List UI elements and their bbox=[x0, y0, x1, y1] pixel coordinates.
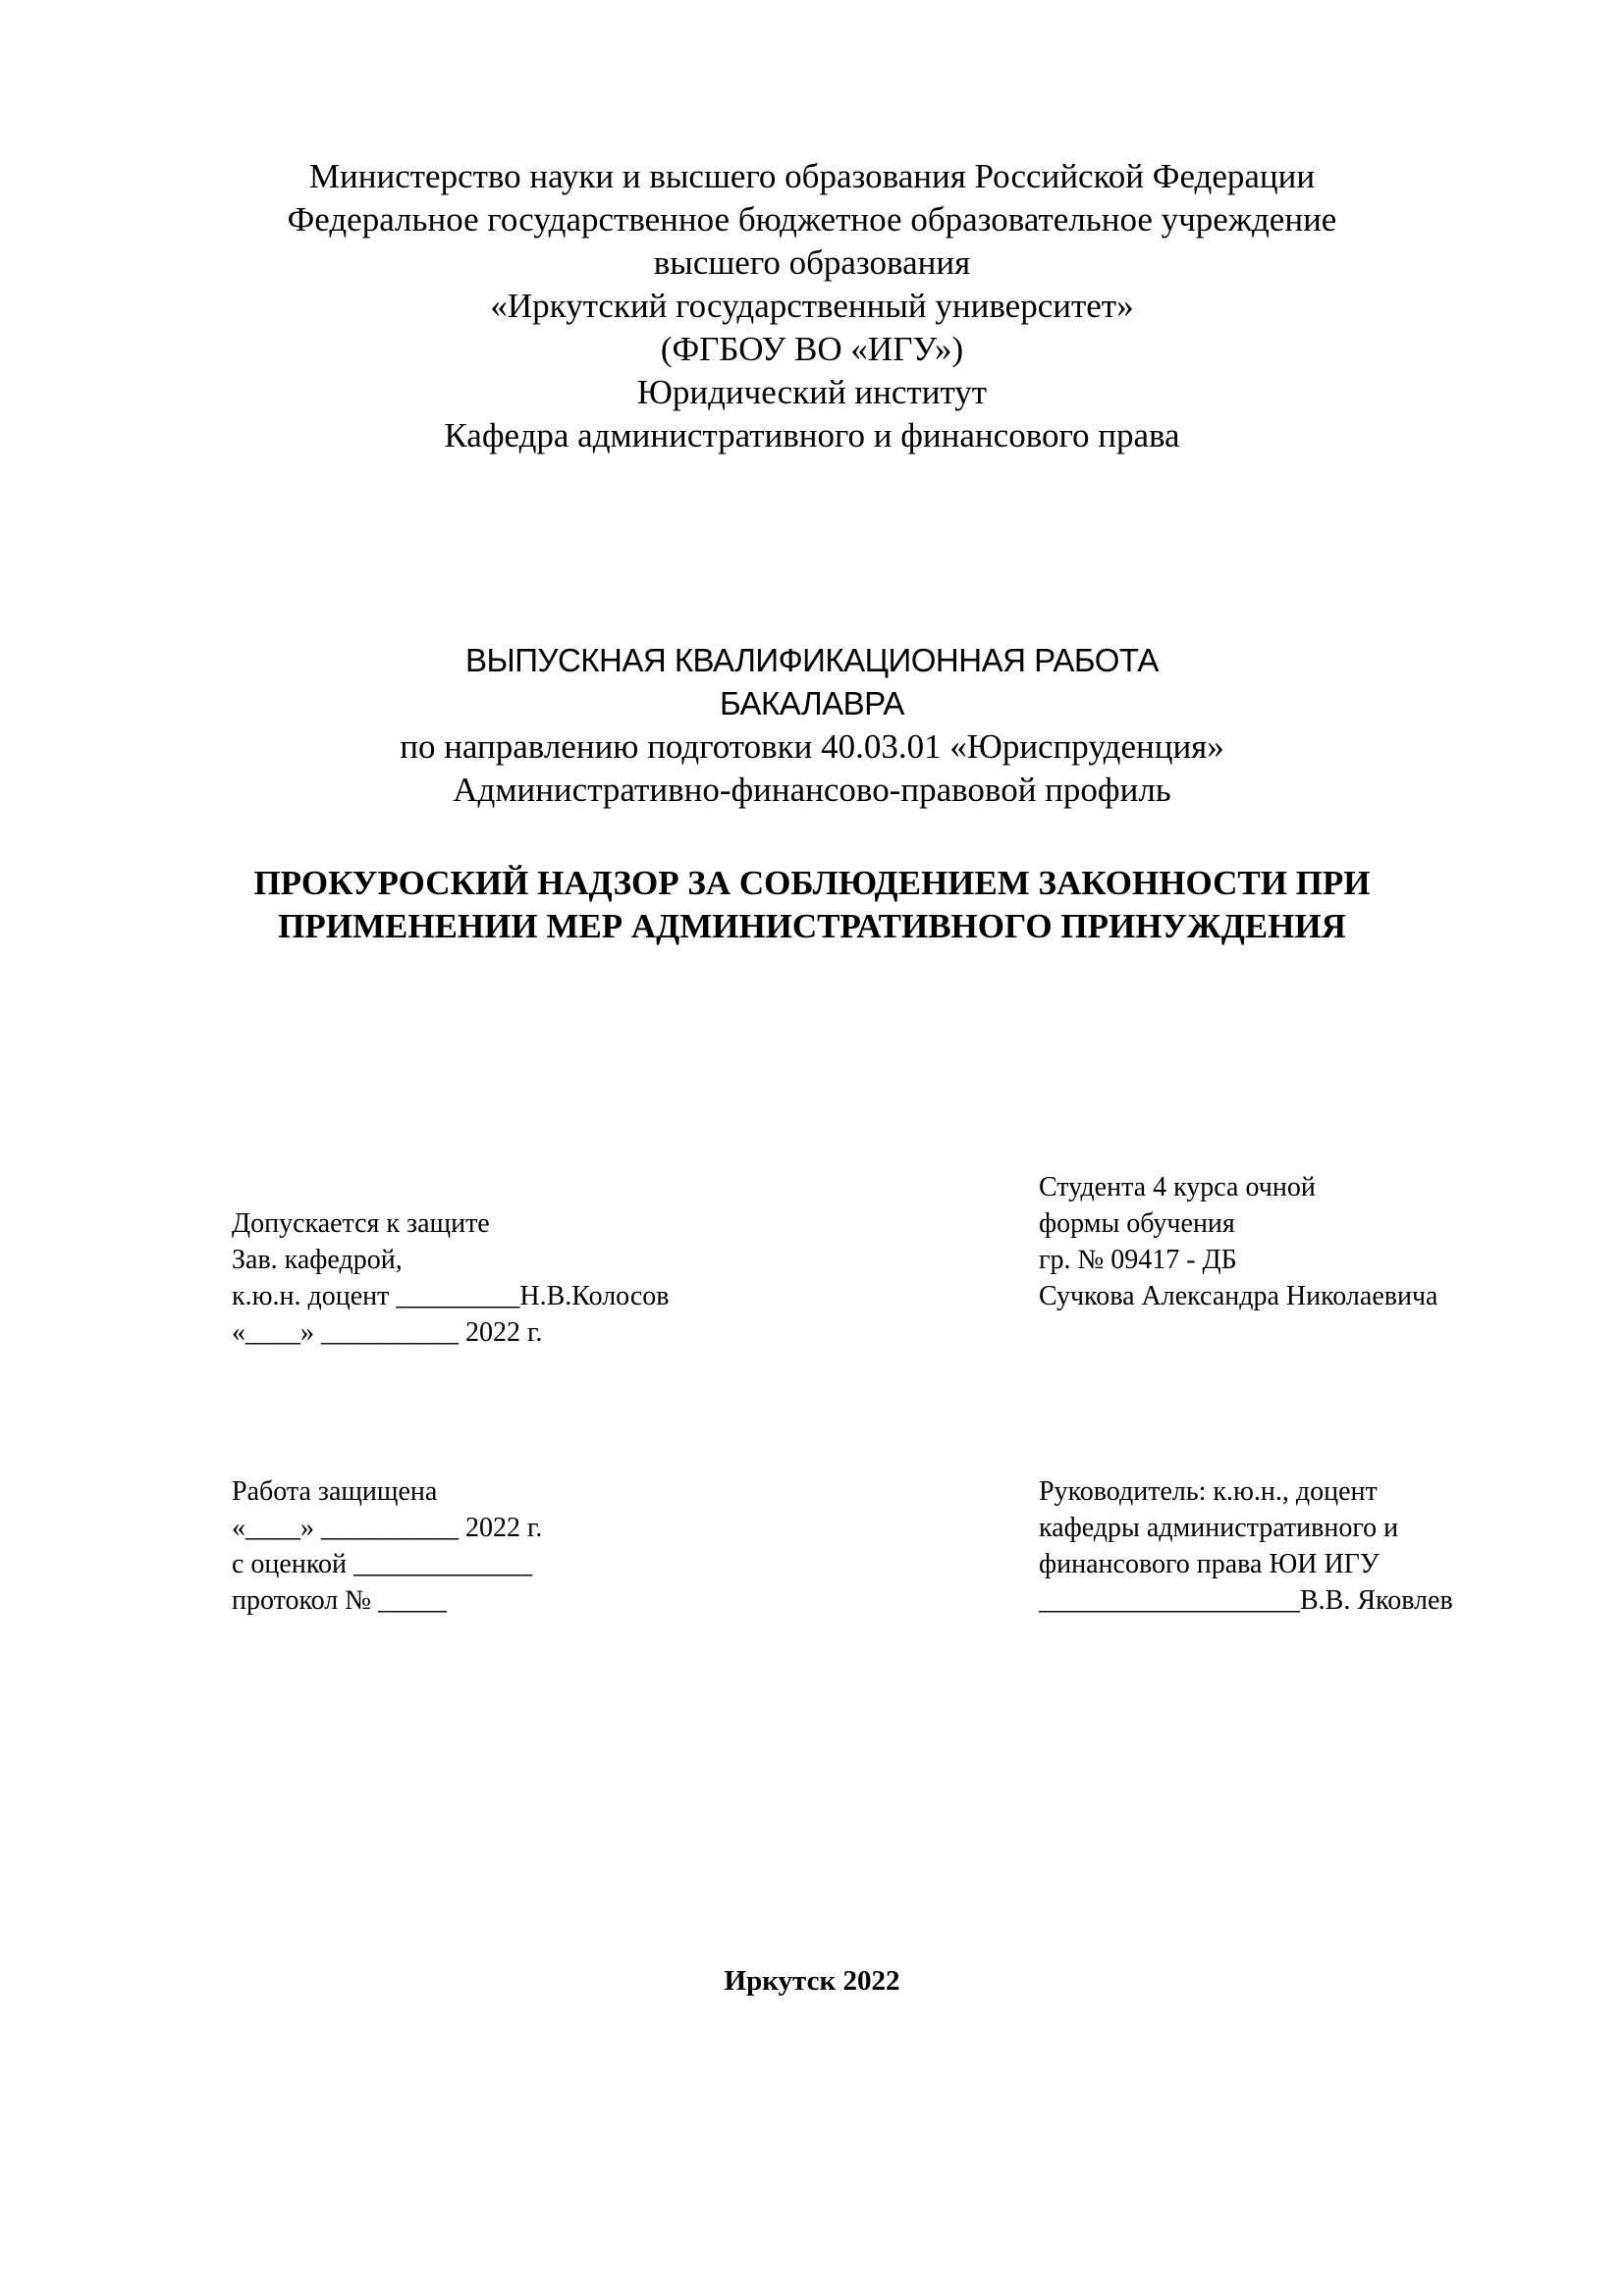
student-line-4: Сучкова Александра Николаевича bbox=[1039, 1281, 1438, 1311]
defended-block bbox=[232, 1473, 542, 1619]
thesis-title bbox=[0, 862, 1624, 948]
supervisor-line-2: кафедры административного и bbox=[1039, 1513, 1399, 1543]
work-type-block bbox=[0, 639, 1624, 812]
supervisor-line-4: ___________________В.В. Яковлев bbox=[1039, 1585, 1453, 1616]
university-abbr-line: (ФГБОУ ВО «ИГУ») bbox=[660, 330, 964, 368]
degree-line: БАКАЛАВРА bbox=[720, 685, 904, 721]
thesis-title-line-2: ПРИМЕНЕНИИ МЕР АДМИНИСТРАТИВНОГО ПРИНУЖДЕНИЯ bbox=[278, 907, 1346, 945]
admission-line-1: Допускается к защите bbox=[232, 1208, 490, 1239]
defended-line-2: «____» __________ 2022 г. bbox=[232, 1513, 543, 1543]
work-type-line: ВЫПУСКНАЯ КВАЛИФИКАЦИОННАЯ РАБОТА bbox=[465, 642, 1159, 678]
institution-header bbox=[0, 155, 1624, 457]
student-line-2: формы обучения bbox=[1039, 1208, 1235, 1239]
supervisor-line-3: финансового права ЮИ ИГУ bbox=[1039, 1549, 1380, 1579]
defended-line-4: протокол № _____ bbox=[232, 1585, 447, 1616]
student-line-1: Студента 4 курса очной bbox=[1039, 1172, 1316, 1202]
thesis-title-line-1: ПРОКУРОСКИЙ НАДЗОР ЗА СОБЛЮДЕНИЕМ ЗАКОННОСТИ ПРИ bbox=[253, 864, 1371, 902]
admission-line-4: «____» __________ 2022 г. bbox=[232, 1317, 543, 1348]
supervisor-line-1: Руководитель: к.ю.н., доцент bbox=[1039, 1476, 1378, 1507]
department-line: Кафедра административного и финансового права bbox=[444, 416, 1180, 454]
admission-line-2: Зав. кафедрой, bbox=[232, 1245, 403, 1275]
student-block bbox=[1039, 1169, 1437, 1314]
admission-block bbox=[232, 1205, 670, 1351]
ministry-line: Министерство науки и высшего образования Российской Федерации bbox=[308, 157, 1316, 195]
institute-line: Юридический институт bbox=[636, 373, 988, 411]
supervisor-block bbox=[1039, 1473, 1453, 1619]
student-line-3: гр. № 09417 - ДБ bbox=[1039, 1245, 1237, 1275]
defended-line-1: Работа защищена bbox=[232, 1476, 438, 1507]
education-level-line: высшего образования bbox=[653, 243, 971, 282]
profile-line: Административно-финансово-правовой профиль bbox=[453, 771, 1171, 809]
institution-type-line: Федеральное государственное бюджетное образовательное учреждение bbox=[287, 200, 1337, 239]
admission-line-3: к.ю.н. доцент _________Н.В.Колосов bbox=[232, 1281, 670, 1311]
city-year: Иркутск 2022 bbox=[724, 1965, 900, 1997]
university-name-line: «Иркутский государственный университет» bbox=[490, 287, 1134, 325]
direction-line: по направлению подготовки 40.03.01 «Юриспруденция» bbox=[400, 727, 1224, 766]
defended-line-3: с оценкой _____________ bbox=[232, 1549, 532, 1579]
